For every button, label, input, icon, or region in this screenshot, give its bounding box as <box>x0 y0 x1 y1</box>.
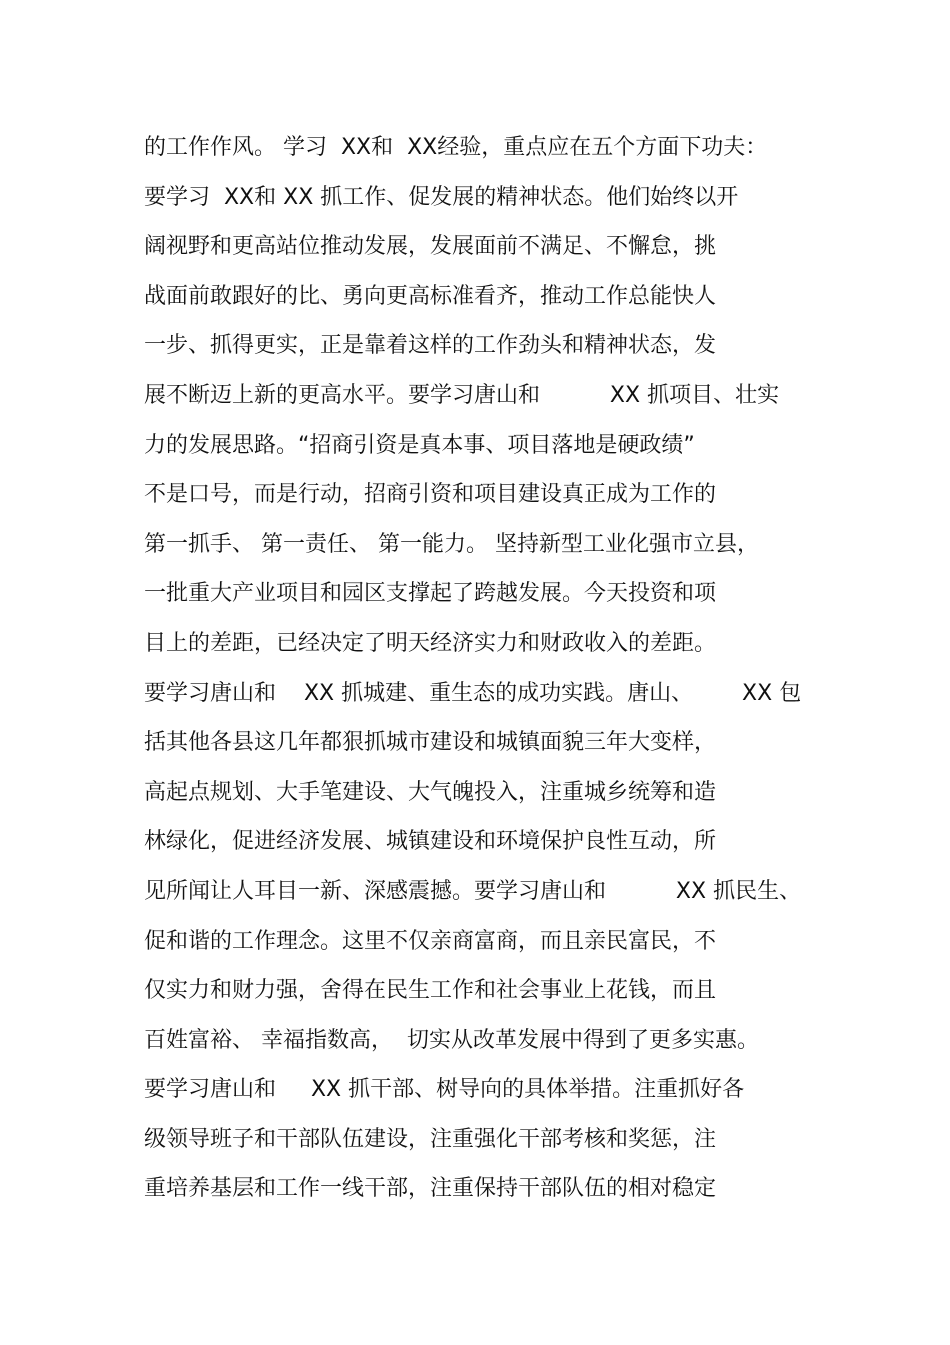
text-line: 的工作作风。 学习 XX和 XX经验，重点应在五个方面下功夫： <box>144 135 768 160</box>
body-text <box>144 123 844 1214</box>
text-line: 百姓富裕、 幸福指数高， 切实从改革发展中得到了更多实惠。 <box>144 1027 759 1053</box>
text-line: 林绿化，促进经济发展、城镇建设和环境保护良性互动，所 <box>144 829 717 855</box>
text-line: 重培养基层和工作一线干部，注重保持干部队伍的相对稳定 <box>144 1176 717 1202</box>
text-line: 促和谐的工作理念。这里不仅亲商富商，而且亲民富民，不 <box>144 928 717 954</box>
text-line: 级领导班子和干部队伍建设，注重强化干部考核和奖惩，注 <box>144 1126 717 1152</box>
text-line: 一批重大产业项目和园区支撑起了跨越发展。今天投资和项 <box>144 581 717 607</box>
text-line: 一步、抓得更实，正是靠着这样的工作劲头和精神状态，发 <box>144 333 717 359</box>
text-line: 战面前敢跟好的比、勇向更高标准看齐，推动工作总能快人 <box>144 283 717 309</box>
text-line: 阔视野和更高站位推动发展，发展面前不满足、不懈怠，挑 <box>144 234 717 260</box>
text-line: 展不断迈上新的更高水平。要学习唐山和 XX 抓项目、壮实 <box>144 382 780 408</box>
text-line: 高起点规划、大手笔建设、大气魄投入，注重城乡统筹和造 <box>144 779 717 805</box>
text-line: 要学习唐山和 XX 抓城建、重生态的成功实践。唐山、 XX 包 <box>144 680 802 706</box>
text-line: 仅实力和财力强，舍得在民生工作和社会事业上花钱，而且 <box>144 978 717 1004</box>
text-line: 第一抓手、 第一责任、 第一能力。 坚持新型工业化强市立县， <box>144 531 759 557</box>
text-line: 要学习唐山和 XX 抓干部、树导向的具体举措。注重抓好各 <box>144 1077 745 1103</box>
text-line: 要学习 XX和 XX 抓工作、促发展的精神状态。他们始终以开 <box>144 184 739 210</box>
text-line: 不是口号，而是行动，招商引资和项目建设真正成为工作的 <box>144 482 717 508</box>
text-line: 力的发展思路。“招商引资是真本事、项目落地是硬政绩” <box>144 432 695 458</box>
text-line: 目上的差距，已经决定了明天经济实力和财政收入的差距。 <box>144 630 717 656</box>
text-line: 见所闻让人耳目一新、深感震撼。要学习唐山和 XX 抓民生、 <box>144 878 802 904</box>
text-line: 括其他各县这几年都狠抓城市建设和城镇面貌三年大变样， <box>144 730 717 756</box>
